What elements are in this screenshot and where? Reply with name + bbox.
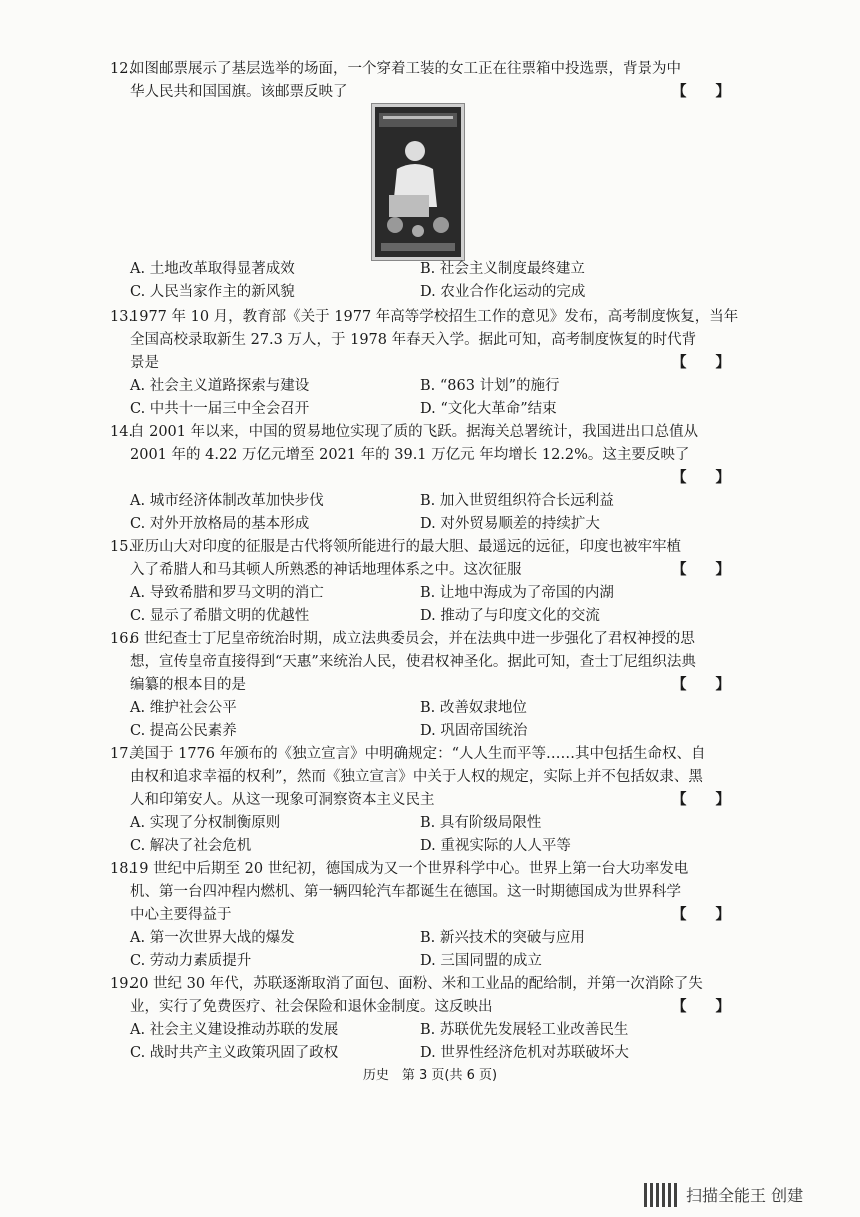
question-16: [110, 628, 730, 743]
option-b[interactable]: B. 改善奴隶地位: [420, 700, 527, 716]
stem-line: 2001 年的 4.22 万亿元增至 2021 年的 39.1 万亿元 年均增长 12.2%。这主要反映了: [130, 447, 690, 463]
question-12: [110, 58, 730, 104]
stem-line: 业，实行了免费医疗、社会保险和退休金制度。这反映出: [130, 999, 493, 1015]
option-d[interactable]: D. 农业合作化运动的完成: [420, 284, 586, 300]
option-b[interactable]: B. 加入世贸组织符合长远利益: [420, 493, 614, 509]
option-a[interactable]: A. 土地改革取得显著成效: [130, 261, 295, 277]
stem-line: 美国于 1776 年颁布的《独立宣言》中明确规定：“人人生而平等……其中包括生命权、自: [130, 746, 706, 762]
question-number: 12.: [110, 61, 134, 77]
stem-line: 6 世纪查士丁尼皇帝统治时期，成立法典委员会，并在法典中进一步强化了君权神授的思: [130, 631, 695, 647]
stem-line: 想，宣传皇帝直接得到“天惠”来统治人民，使君权神圣化。据此可知，查士丁尼组织法典: [130, 654, 696, 670]
option-a[interactable]: A. 第一次世界大战的爆发: [130, 930, 295, 946]
option-b[interactable]: B. 让地中海成为了帝国的内湖: [420, 585, 614, 601]
option-a[interactable]: A. 导致希腊和罗马文明的消亡: [130, 585, 324, 601]
stem-line: 19 世纪中后期至 20 世纪初，德国成为又一个世界科学中心。世界上第一台大功率发电: [130, 861, 689, 877]
question-stem: [130, 306, 739, 375]
option-c[interactable]: C. 人民当家作主的新风貌: [130, 284, 295, 300]
stem-line: 编纂的根本目的是: [130, 677, 246, 693]
option-a[interactable]: A. 实现了分权制衡原则: [130, 815, 281, 831]
option-b[interactable]: B. “863 计划”的施行: [420, 378, 560, 394]
question-number: 16.: [110, 631, 134, 647]
answer-bracket: 【 】: [672, 677, 730, 693]
stem-line: 1977 年 10 月，教育部《关于 1977 年高等学校招生工作的意见》发布，高考制度恢复，当年: [130, 309, 739, 325]
stem-line: 中心主要得益于: [130, 907, 232, 923]
answer-bracket: 【 】: [672, 355, 730, 371]
stem-line: 全国高校录取新生 27.3 万人，于 1978 年春天入学。据此可知，高考制度恢复的时代背: [130, 332, 697, 348]
option-a[interactable]: A. 社会主义道路探索与建设: [130, 378, 310, 394]
question-number: 17.: [110, 746, 134, 762]
stem-line: [130, 467, 730, 490]
stem-line: 如图邮票展示了基层选举的场面，一个穿着工装的女工正在往票箱中投选票，背景为中: [130, 61, 681, 77]
option-b[interactable]: B. 社会主义制度最终建立: [420, 261, 585, 277]
option-c[interactable]: C. 解决了社会危机: [130, 838, 252, 854]
option-c[interactable]: C. 劳动力素质提升: [130, 953, 252, 969]
election-stamp-image: [372, 104, 464, 260]
option-d[interactable]: D. 世界性经济危机对苏联破坏大: [420, 1045, 629, 1061]
question-stem: [130, 973, 730, 1019]
option-d[interactable]: D. 对外贸易顺差的持续扩大: [420, 516, 600, 532]
question-stem: [130, 536, 730, 582]
option-d[interactable]: D. 重视实际的人人平等: [420, 838, 571, 854]
qr-code-icon: [644, 1183, 680, 1207]
question-13: [110, 306, 739, 421]
answer-bracket: 【 】: [672, 792, 730, 808]
option-a[interactable]: A. 维护社会公平: [130, 700, 237, 716]
stem-line: 由权和追求幸福的权利”，然而《独立宣言》中关于人权的规定，实际上并不包括奴隶、黑: [130, 769, 703, 785]
question-number: 18.: [110, 861, 134, 877]
question-17: [110, 743, 730, 858]
stamp-illustration: [375, 107, 461, 257]
option-a[interactable]: A. 社会主义建设推动苏联的发展: [130, 1022, 339, 1038]
option-c[interactable]: C. 战时共产主义政策巩固了政权: [130, 1045, 339, 1061]
option-b[interactable]: B. 苏联优先发展轻工业改善民生: [420, 1022, 629, 1038]
question-number: 13.: [110, 309, 134, 325]
question-number: 19.: [110, 976, 134, 992]
stem-line: 入了希腊人和马其顿人所熟悉的神话地理体系之中。这次征服: [130, 562, 522, 578]
answer-bracket: 【 】: [672, 562, 730, 578]
question-14: [110, 421, 730, 536]
answer-bracket: 【 】: [672, 470, 730, 486]
option-c[interactable]: C. 对外开放格局的基本形成: [130, 516, 310, 532]
question-stem: [130, 628, 730, 697]
stem-line: 人和印第安人。从这一现象可洞察资本主义民主: [130, 792, 435, 808]
stem-line: 机、第一台四冲程内燃机、第一辆四轮汽车都诞生在德国。这一时期德国成为世界科学: [130, 884, 681, 900]
question-19: [110, 973, 730, 1065]
stem-line: 自 2001 年以来，中国的贸易地位实现了质的飞跃。据海关总署统计，我国进出口总值从: [130, 424, 699, 440]
question-number: 15.: [110, 539, 134, 555]
option-b[interactable]: B. 新兴技术的突破与应用: [420, 930, 585, 946]
page-footer: 历史 第 3 页(共 6 页): [362, 1068, 498, 1083]
question-stem: [130, 858, 730, 927]
option-d[interactable]: D. 巩固帝国统治: [420, 723, 528, 739]
stem-line: 景是: [130, 355, 159, 371]
option-d[interactable]: D. “文化大革命”结束: [420, 401, 557, 417]
option-c[interactable]: C. 显示了希腊文明的优越性: [130, 608, 310, 624]
stem-line: 华人民共和国国旗。该邮票反映了: [130, 84, 348, 100]
answer-bracket: 【 】: [672, 907, 730, 923]
option-a[interactable]: A. 城市经济体制改革加快步伐: [130, 493, 324, 509]
option-d[interactable]: D. 三国同盟的成立: [420, 953, 542, 969]
option-b[interactable]: B. 具有阶级局限性: [420, 815, 542, 831]
answer-bracket: 【 】: [672, 84, 730, 100]
stem-line: 亚历山大对印度的征服是古代将领所能进行的最大胆、最遥远的远征，印度也被牢牢植: [130, 539, 681, 555]
stem-line: 20 世纪 30 年代，苏联逐渐取消了面包、面粉、米和工业品的配给制，并第一次消除了失: [130, 976, 703, 992]
question-number: 14.: [110, 424, 134, 440]
question-stem: [130, 58, 730, 104]
option-c[interactable]: C. 提高公民素养: [130, 723, 237, 739]
option-d[interactable]: D. 推动了与印度文化的交流: [420, 608, 600, 624]
question-15: [110, 536, 730, 628]
answer-bracket: 【 】: [672, 999, 730, 1015]
scanner-watermark: 扫描全能王 创建: [686, 1186, 804, 1205]
question-12-options: [130, 258, 730, 304]
question-18: [110, 858, 730, 973]
option-c[interactable]: C. 中共十一届三中全会召开: [130, 401, 310, 417]
question-stem: [130, 743, 730, 812]
question-stem: [130, 421, 730, 490]
